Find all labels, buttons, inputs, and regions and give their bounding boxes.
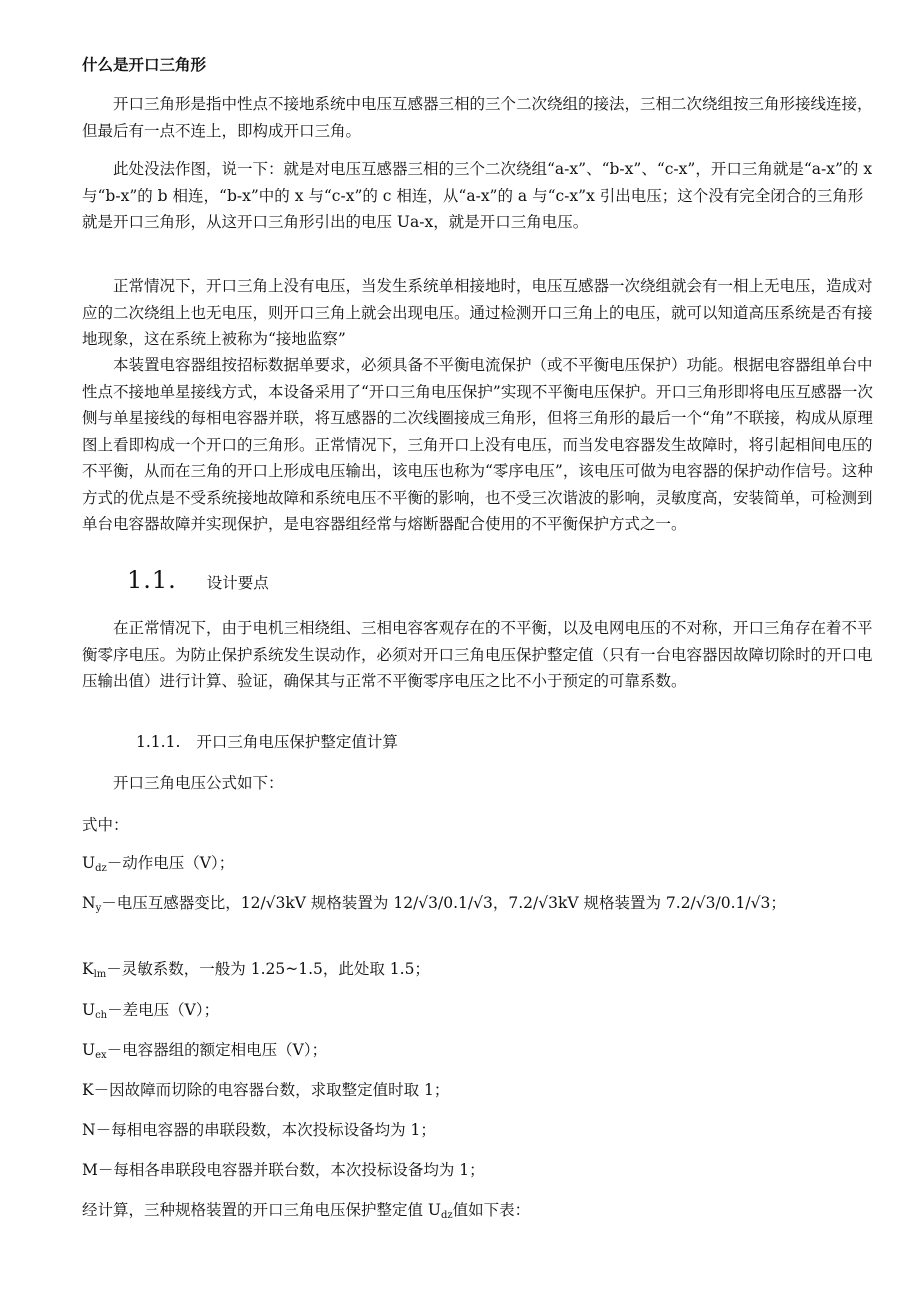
subsection-title: 开口三角电压保护整定值计算	[196, 733, 398, 751]
paragraph-3: 正常情况下，开口三角上没有电压，当发生系统单相接地时，电压互感器一次绕组就会有一相上无电压，造成对应的二次绕组上也无电压，则开口三角上就会出现电压。通过检测开口三角上的电压，就可以知道高压系统是否有接地现象，这在系统上被称为“接地监察”	[82, 277, 873, 348]
def-n: N－每相电容器的串联段数，本次投标设备均为 1；	[82, 1121, 436, 1139]
section-paragraph: 在正常情况下，由于电机三相绕组、三相电容客观存在的不平衡，以及电网电压的不对称，开口三角存在着不平衡零序电压。为防止保护系统发生误动作，必须对开口三角电压保护整定值（只有一台电容器因故障切除时的开口电压输出值）进行计算、验证，确保其与正常不平衡零序电压之比不小于预定的可靠系数。	[82, 619, 873, 690]
paragraph-4: 本装置电容器组按招标数据单要求，必须具备不平衡电流保护（或不平衡电压保护）功能。根据电容器组单台中性点不接地单星接线方式，本设备采用了“开口三角电压保护”实现不平衡电压保护。开口三角形即将电压互感器一次侧与单星接线的每相电容器并联，将互感器的二次线圈接成三角形，但将三角形的最后一个“角”不联接，构成从原理图上看即构成一个开口的三角形。正常情况下，三角开口上没有电压，而当发电容器发生故障时，将引起相间电压的不平衡，从而在三角的开口上形成电压输出，该电压也称为“零序电压”，该电压可做为电容器的保护动作信号。这种方式的优点是不受系统接地故障和系统电压不平衡的影响，也不受三次谐波的影响，灵敏度高，安装简单，可检测到单台电容器故障并实现保护，是电容器组经常与熔断器配合使用的不平衡保护方式之一。	[82, 356, 873, 533]
section-number: 1.1.	[127, 566, 177, 594]
def-udz: $U_{dz}-$动作电压（V）；	[82, 854, 235, 874]
def-klm: $K_{lm}-$灵敏系数，一般为 1.25~1.5，此处取 1.5；	[82, 960, 430, 980]
subsection-number: 1.1.1.	[136, 733, 181, 751]
section-heading	[127, 566, 269, 594]
where-label: 式中：	[82, 816, 129, 834]
conclusion: 经计算，三种规格装置的开口三角电压保护整定值 $U_{dz}$值如下表：	[82, 1201, 531, 1221]
def-ny: $N_y-$电压互感器变比，12/√3kV 规格装置为 12/√3/0.1/√3，7.2/√3kV 规格装置为 7.2/√3/0.1/√3；	[82, 894, 786, 914]
paragraph-1: 开口三角形是指中性点不接地系统中电压互感器三相的三个二次绕组的接法，三相二次绕组按三角形接线连接，但最后有一点不连上，即构成开口三角。	[82, 95, 873, 140]
section-title: 设计要点	[206, 574, 269, 592]
def-uch: $U_{ch}-$差电压（V）；	[82, 1001, 220, 1021]
def-m: M－每相各串联段电容器并联台数，本次投标设备均为 1；	[82, 1161, 485, 1179]
subsection-heading	[136, 730, 398, 752]
paragraph-2: 此处没法作图，说一下：就是对电压互感器三相的三个二次绕组“a-x”、“b-x”、“c-x”，开口三角就是“a-x”的 x 与“b-x”的 b 相连，“b-x”中的 x 与“c-x”的 c 相连，从“a-x”的 a 与“c-x”x 引出电压；这个没有完全闭合的三角形就是开口三角形，从这开口三角形引出的电压 Ua-x，就是开口三角电压。	[82, 160, 873, 231]
doc-title: 什么是开口三角形	[82, 56, 207, 74]
def-uex: $U_{ex}-$电容器组的额定相电压（V）；	[82, 1041, 328, 1061]
def-k: K－因故障而切除的电容器台数，求取整定值时取 1；	[82, 1081, 450, 1099]
formula-intro: 开口三角电压公式如下：	[113, 774, 284, 792]
